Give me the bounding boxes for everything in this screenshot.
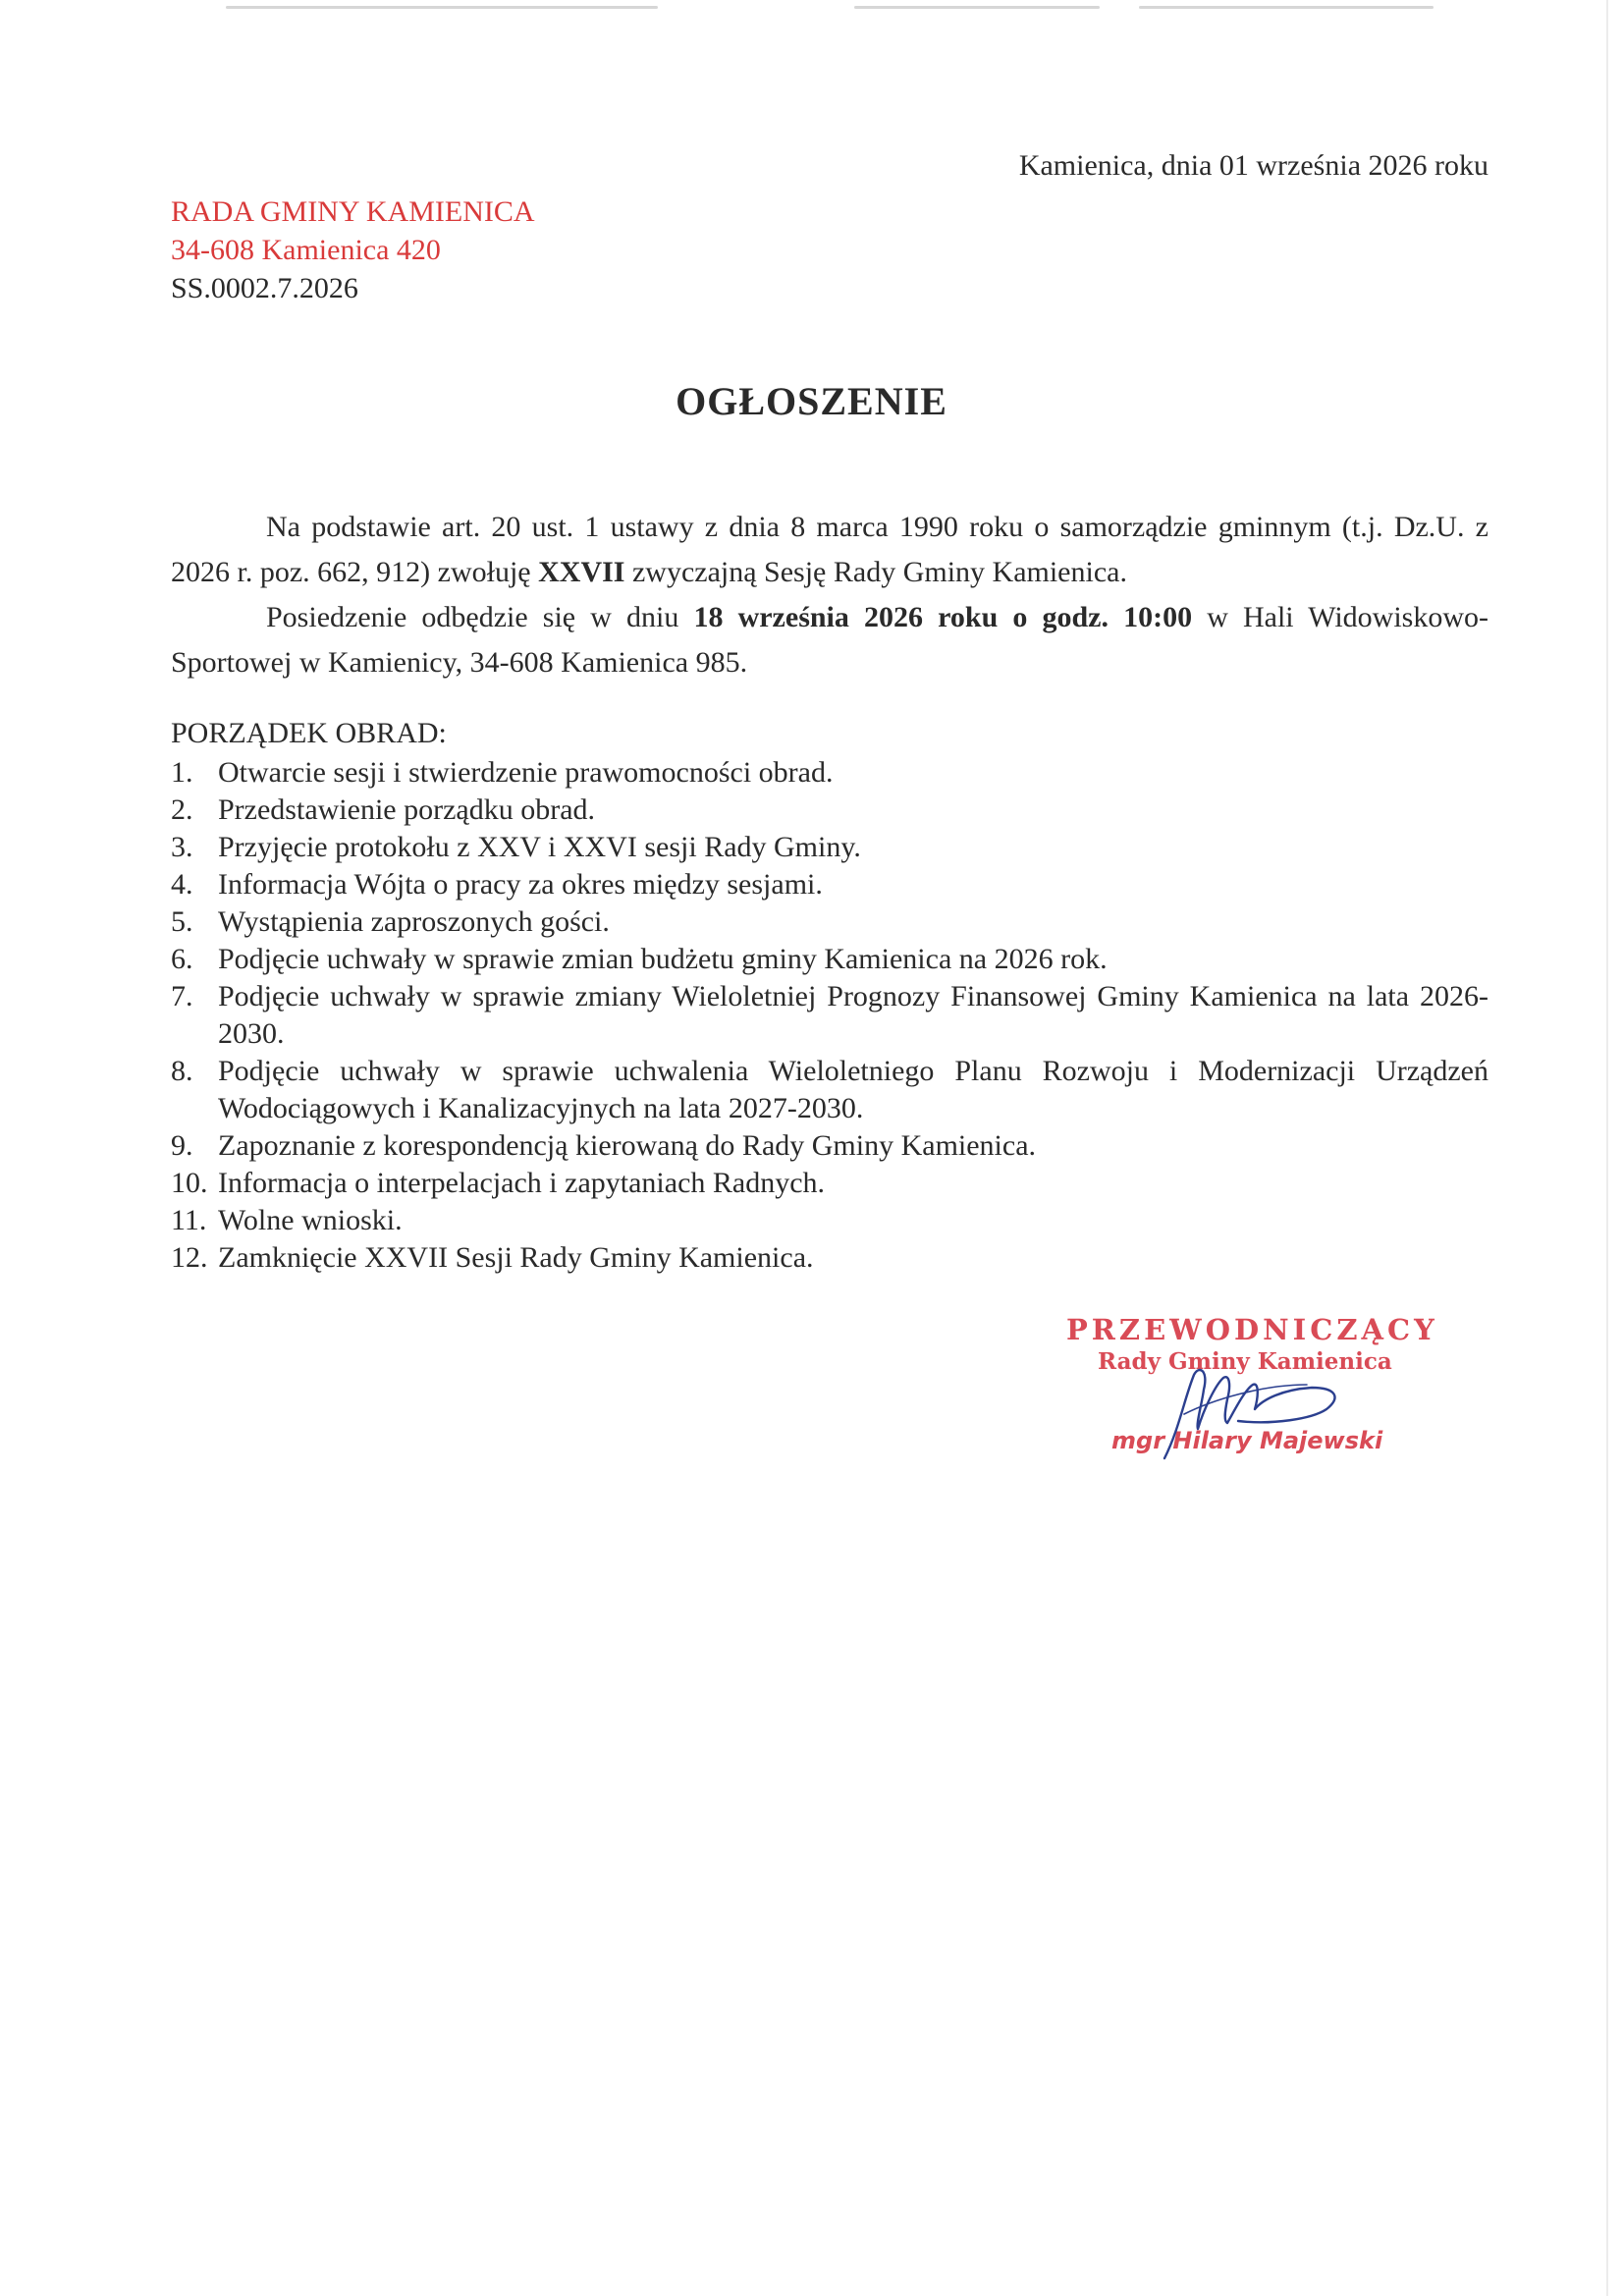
paragraph-session-details (171, 595, 1488, 685)
agenda-item-number: 2. (171, 793, 193, 826)
sender-name: RADA GMINY KAMIENICA (171, 195, 535, 228)
agenda-item-text: Informacja o interpelacjach i zapytaniach Radnych. (218, 1167, 826, 1199)
announcement-body (171, 505, 1488, 685)
agenda-item (171, 1053, 1488, 1127)
agenda-item-text: Podjęcie uchwały w sprawie zmiany Wieloletniej Prognozy Finansowej Gminy Kamienica na lata 2026-2030. (218, 980, 1488, 1050)
scan-artifact-line (1139, 6, 1434, 9)
session-number: XXVII (538, 556, 625, 588)
agenda-item (171, 754, 1488, 792)
paragraph-text: w Hali Widowiskowo-Sportowej w Kamienicy, 34-608 Kamienica 985. (171, 601, 1488, 679)
agenda-item (171, 1239, 1488, 1277)
agenda-item-number: 11. (171, 1204, 207, 1236)
scan-edge-shadow (1606, 0, 1608, 2296)
signature-stroke (1164, 1370, 1334, 1458)
agenda-item-number: 8. (171, 1055, 193, 1087)
agenda-item-number: 6. (171, 943, 193, 975)
agenda-item-text: Otwarcie sesji i stwierdzenie prawomocności obrad. (218, 756, 834, 789)
stamp-subtitle: Rady Gminy Kamienica (1098, 1348, 1392, 1375)
scan-artifact-line (226, 6, 658, 9)
sender-block (171, 192, 535, 307)
agenda-item-text: Wolne wnioski. (218, 1204, 403, 1236)
paragraph-text: Posiedzenie odbędzie się w dniu (266, 601, 694, 633)
agenda-item-text: Zamknięcie XXVII Sesji Rady Gminy Kamienica. (218, 1241, 814, 1274)
agenda-item-number: 12. (171, 1241, 208, 1274)
paragraph-text: zwyczajną Sesję Rady Gminy Kamienica. (624, 556, 1127, 588)
agenda-item-number: 4. (171, 868, 193, 901)
agenda-item-text: Podjęcie uchwały w sprawie uchwalenia Wieloletniego Planu Rozwoju i Modernizacji Urządzeń Wodociągowych i Kanalizacyjnych na lata 2027-2030. (218, 1055, 1488, 1124)
agenda-item-number: 1. (171, 756, 193, 789)
paragraph-legal-basis (171, 505, 1488, 595)
agenda-item (171, 866, 1488, 903)
agenda-item-number: 10. (171, 1167, 208, 1199)
agenda-item-number: 3. (171, 831, 193, 863)
date-line: Kamienica, dnia 01 września 2026 roku (1018, 149, 1488, 182)
agenda-item-text: Podjęcie uchwały w sprawie zmian budżetu gminy Kamienica na 2026 rok. (218, 943, 1108, 975)
stamp-title: PRZEWODNICZĄCY (1066, 1313, 1438, 1346)
agenda-item-text: Informacja Wójta o pracy za okres między sesjami. (218, 868, 823, 901)
session-date-time: 18 września 2026 roku o godz. 10:00 (693, 601, 1193, 633)
agenda-item (171, 829, 1488, 866)
agenda-item-number: 9. (171, 1129, 193, 1162)
agenda-item (171, 1165, 1488, 1202)
sender-address: 34-608 Kamienica 420 (171, 234, 441, 266)
agenda-item (171, 941, 1488, 978)
agenda-item (171, 1202, 1488, 1239)
document-title: OGŁOSZENIE (676, 379, 947, 423)
reference-number: SS.0002.7.2026 (171, 272, 358, 304)
agenda-item (171, 978, 1488, 1053)
agenda-item (171, 903, 1488, 941)
scan-artifact-line (854, 6, 1100, 9)
agenda-item-text: Zapoznanie z korespondencją kierowaną do Rady Gminy Kamienica. (218, 1129, 1037, 1162)
handwritten-signature (1125, 1331, 1439, 1478)
chairman-stamp (1066, 1313, 1459, 1480)
agenda-item-text: Przedstawienie porządku obrad. (218, 793, 596, 826)
agenda-item-text: Przyjęcie protokołu z XXV i XXVI sesji Rady Gminy. (218, 831, 861, 863)
agenda-title: PORZĄDEK OBRAD: (171, 717, 447, 749)
agenda-item-text: Wystąpienia zaproszonych gości. (218, 905, 610, 938)
agenda-item-number: 7. (171, 980, 193, 1012)
agenda-item (171, 792, 1488, 829)
stamp-name: mgr Hilary Majewski (1111, 1427, 1383, 1454)
agenda-item (171, 1127, 1488, 1165)
agenda-list (171, 754, 1488, 1277)
agenda-item-number: 5. (171, 905, 193, 938)
paragraph-text: Na podstawie art. 20 ust. 1 ustawy z dnia 8 marca 1990 roku o samorządzie gminnym (t.j. Dz.U. z 2026 r. poz. 662, 912) zwołuję (171, 511, 1488, 588)
